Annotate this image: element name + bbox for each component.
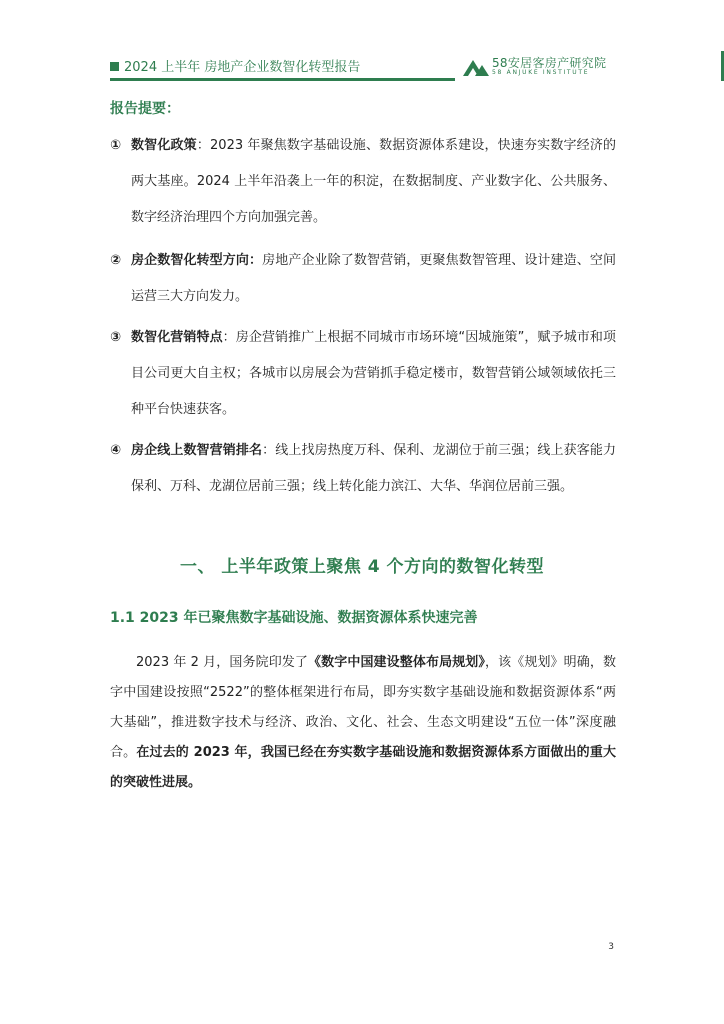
summary-item <box>110 128 616 236</box>
item-keyword: 房企线上数智营销排名 <box>131 443 263 458</box>
page-header <box>110 54 616 82</box>
item-description: ：线上找房热度万科、保利、龙湖位于前三强；线上获客能力保利、万科、龙湖位居前三强；线上转化能力滨江、大华、华润位居前三强。 <box>131 443 616 494</box>
subsection-title: 1.1 2023 年已聚焦数字基础设施、数据资源体系快速完善 <box>110 610 478 626</box>
body-paragraph <box>110 626 616 798</box>
paragraph-bold-title: 《数字中国建设整体布局规划》 <box>308 655 486 670</box>
item-text <box>131 128 616 236</box>
paragraph-part: 2023 年 2 月，国务院印发了 <box>136 655 309 670</box>
header-title-text: 2024 上半年 房地产企业数智化转型报告 <box>124 60 361 75</box>
page-number: 3 <box>608 942 614 952</box>
header-square-icon <box>110 62 119 71</box>
item-description: ：2023 年聚焦数字基础设施、数据资源体系建设，快速夯实数字经济的两大基座。2024 上半年沿袭上一年的积淀，在数据制度、产业数字化、公共服务、数字经济治理四个方向加强完善。 <box>131 138 616 225</box>
item-keyword: 房企数智化转型方向： <box>131 253 263 268</box>
summary-item <box>110 320 616 428</box>
item-keyword: 数智化营销特点 <box>131 330 223 345</box>
item-number: ① <box>110 138 122 153</box>
item-number: ④ <box>110 443 122 458</box>
header-title <box>110 56 360 75</box>
paragraph-part: ，该《规划》明确，数字中国建设按照“2522”的整体框架进行布局，即夯实数字基础设施和数据资源体系“两大基础”，推进数字技术与经济、政治、文化、社会、生态文明建设“五位一体”深度融合。 <box>110 655 616 760</box>
logo-english-name: 58 ANJUKE INSTITUTE <box>492 69 590 76</box>
brand-logo <box>462 54 622 82</box>
item-text <box>131 433 616 505</box>
summary-item <box>110 433 616 505</box>
summary-item <box>110 243 616 315</box>
item-text <box>131 320 616 428</box>
logo-chinese-name: 58安居客房产研究院 <box>492 56 607 70</box>
item-keyword: 数智化政策 <box>131 138 197 153</box>
mountain-logo-icon <box>462 56 490 78</box>
item-number: ③ <box>110 330 122 345</box>
item-description: ：房企营销推广上根据不同城市市场环境“因城施策”，赋予城市和项目公司更大自主权；各城市以房展会为营销抓手稳定楼市，数智营销公域领域依托三种平台快速获客。 <box>131 330 616 417</box>
paragraph-bold-conclusion: 在过去的 2023 年，我国已经在夯实数字基础设施和数据资源体系方面做出的重大的突破性进展。 <box>110 745 616 790</box>
header-divider <box>110 78 455 81</box>
item-text <box>131 243 616 315</box>
summary-title: 报告提要： <box>110 101 180 117</box>
paragraph-text <box>110 648 616 798</box>
section-title: 一、 上半年政策上聚焦 4 个方向的数智化转型 <box>179 557 545 577</box>
item-number: ② <box>110 253 122 268</box>
item-description: 房地产企业除了数智营销，更聚焦数智管理、设计建造、空间运营三大方向发力。 <box>131 253 616 304</box>
